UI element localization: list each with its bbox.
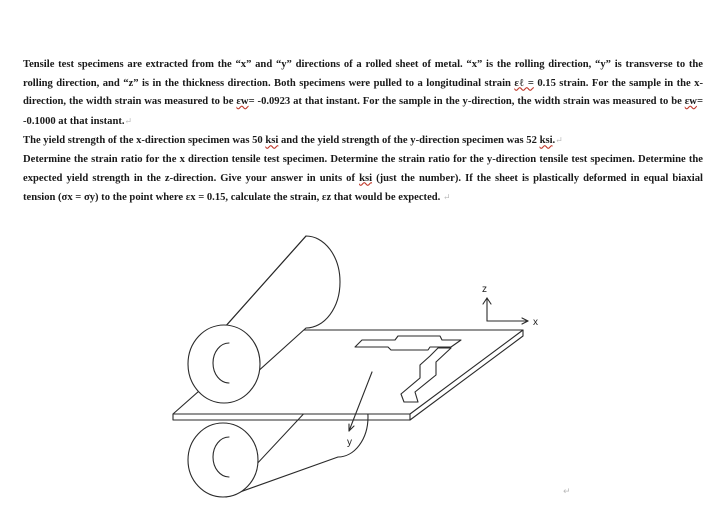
top-roller-end (188, 325, 260, 403)
z-axis-arrow (483, 298, 487, 304)
y-axis-label: y (347, 437, 352, 448)
text-run: 0.15 strain. For the sample in the x-direction, the width strain was measured to be (23, 77, 703, 108)
longitudinal-strain-symbol: εℓ = (514, 77, 534, 89)
text-run: (just the number). If the sheet is plastically deformed in equal biaxial tension (σx = σy) to the point where εx = 0.15, calculate the strain, εz that would be expected. (23, 172, 703, 204)
width-strain-symbol: εw (684, 96, 697, 108)
text-run: Determine the strain ratio for the x direction tensile test specimen. Determine the strain ratio for the y-direction tensile test specimen. Determine the expected yield strength in the z-direction. Give your answer in units of (23, 153, 703, 184)
x-axis-label: x (533, 317, 538, 328)
paragraph-mark: ↵ (563, 487, 571, 497)
text-run: . (552, 135, 556, 147)
text-run: and the yield strength of the y-direction specimen was 52 (278, 135, 540, 147)
width-strain-symbol: εw (236, 96, 249, 108)
unit-ksi: ksi (359, 172, 373, 184)
bottom-roller-end (188, 423, 258, 497)
paragraph-mark: ↵ (124, 115, 133, 126)
z-axis-arrow (487, 298, 491, 304)
paragraph-mark: ↵ (555, 135, 563, 146)
paragraph-mark: ↵ (442, 192, 451, 203)
unit-ksi: ksi (265, 135, 279, 147)
text-run: = -0.1000 at that instant. (23, 96, 703, 127)
text-run: Tensile test specimens are extracted from the “x” and “y” directions of a rolled sheet of metal. “x” is the rolling direction, “y” is transverse to the rolling direction, and “z” is in the thickness direction. Both specimens were pulled to a longitudinal strain (23, 59, 703, 89)
text-run: = -0.0923 at that instant. For the sample in the y-direction, the width strain was measured to be (248, 96, 685, 108)
text-run: The yield strength of the x-direction specimen was 50 (23, 135, 266, 147)
unit-ksi: ksi (539, 135, 553, 147)
z-axis-label: z (482, 284, 487, 295)
sheet-edge (173, 414, 410, 420)
